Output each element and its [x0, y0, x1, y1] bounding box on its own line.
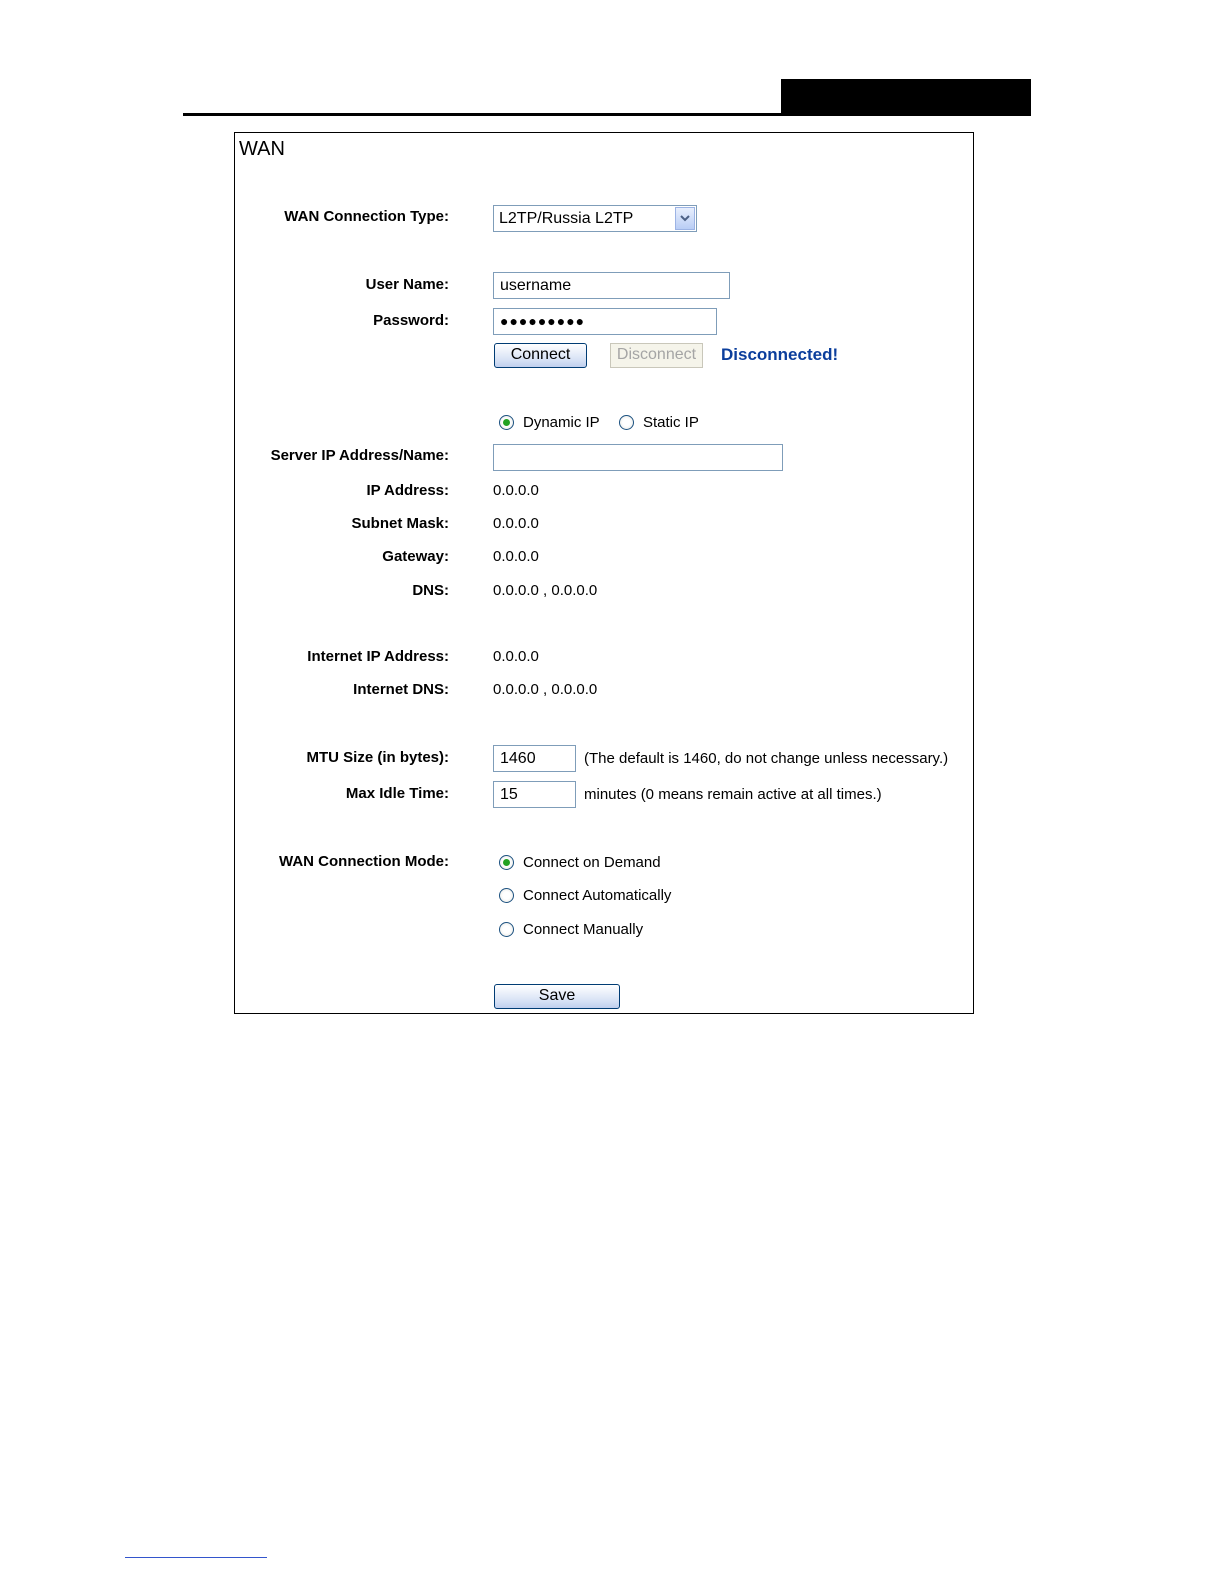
gateway-value: 0.0.0.0: [493, 548, 539, 565]
mtu-note: (The default is 1460, do not change unless necessary.): [584, 750, 949, 767]
dns-value: 0.0.0.0 , 0.0.0.0: [493, 582, 598, 599]
ip-address-label: IP Address:: [366, 482, 449, 499]
footer-link-underline: [125, 1557, 267, 1558]
radio-connect-on-demand-dot[interactable]: [499, 855, 514, 870]
ip-address-value: 0.0.0.0: [493, 482, 539, 499]
save-button[interactable]: Save: [494, 984, 620, 1009]
internet-ip-label: Internet IP Address:: [307, 648, 449, 665]
connection-status: Disconnected!: [721, 345, 839, 364]
gateway-label: Gateway:: [382, 548, 449, 565]
username-input[interactable]: username: [493, 272, 730, 299]
radio-static-ip-dot[interactable]: [619, 415, 634, 430]
radio-dynamic-ip-dot[interactable]: [499, 415, 514, 430]
radio-connect-manually[interactable]: [499, 921, 643, 938]
connect-button[interactable]: Connect: [494, 343, 587, 368]
radio-connect-manually-dot[interactable]: [499, 922, 514, 937]
radio-dynamic-ip[interactable]: [499, 414, 600, 431]
password-input[interactable]: ●●●●●●●●●: [493, 308, 717, 335]
idle-note: minutes (0 means remain active at all times.): [584, 786, 882, 803]
radio-connect-automatically[interactable]: [499, 887, 671, 904]
connection-type-select[interactable]: [493, 205, 697, 232]
connection-type-label: WAN Connection Type:: [284, 208, 449, 225]
internet-dns-label: Internet DNS:: [353, 681, 449, 698]
connection-type-value: L2TP/Russia L2TP: [499, 210, 634, 227]
radio-connect-manually-label: Connect Manually: [523, 921, 644, 938]
radio-static-ip-label: Static IP: [643, 414, 699, 431]
idle-label: Max Idle Time:: [345, 785, 449, 802]
server-label: Server IP Address/Name:: [270, 447, 449, 464]
radio-dynamic-ip-label: Dynamic IP: [523, 414, 600, 431]
subnet-mask-value: 0.0.0.0: [493, 515, 539, 532]
radio-connect-on-demand[interactable]: [499, 854, 661, 871]
panel-title: WAN: [239, 138, 285, 160]
subnet-mask-label: Subnet Mask:: [351, 515, 449, 532]
header-rule: [183, 113, 1031, 116]
radio-static-ip[interactable]: [619, 414, 699, 431]
mtu-label: MTU Size (in bytes):: [306, 749, 449, 766]
internet-ip-value: 0.0.0.0: [493, 648, 539, 665]
internet-dns-value: 0.0.0.0 , 0.0.0.0: [493, 681, 598, 698]
radio-connect-automatically-dot[interactable]: [499, 888, 514, 903]
chevron-down-icon[interactable]: [675, 207, 695, 230]
wan-panel: [234, 132, 974, 1014]
dns-label: DNS:: [412, 582, 449, 599]
disconnect-button[interactable]: Disconnect: [610, 343, 703, 368]
idle-input[interactable]: 15: [493, 781, 576, 808]
server-input[interactable]: [493, 444, 783, 471]
connection-mode-label: WAN Connection Mode:: [279, 853, 449, 870]
radio-connect-automatically-label: Connect Automatically: [523, 887, 672, 904]
mtu-input[interactable]: 1460: [493, 745, 576, 772]
radio-connect-on-demand-label: Connect on Demand: [523, 854, 661, 871]
header-block: [781, 79, 1031, 116]
password-label: Password:: [373, 312, 449, 329]
username-label: User Name:: [365, 276, 449, 293]
